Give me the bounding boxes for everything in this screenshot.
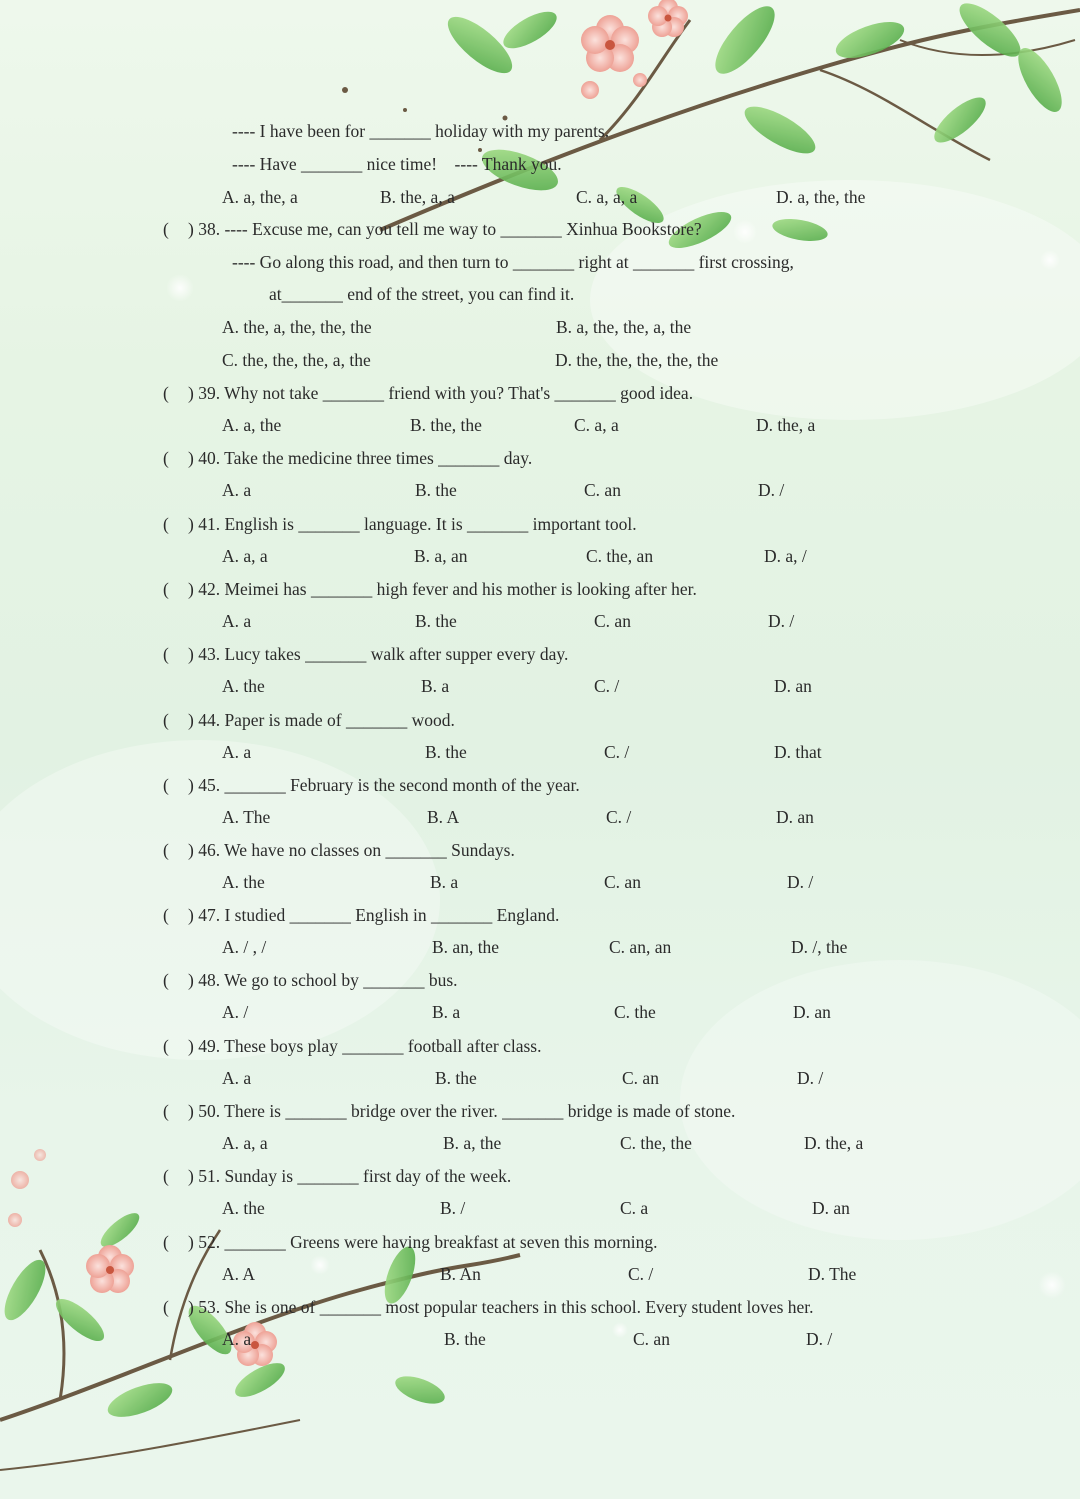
question-line: ) 41. English is _______ language. It is _______ important tool. [188,514,637,534]
answer-option: B. the [425,742,467,762]
answer-option: C. the, the, the, a, the [222,350,371,370]
answer-option: D. /, the [791,937,848,957]
answer-option: A. a, a [222,546,268,566]
answer-option: D. an [793,1002,831,1022]
answer-paren: ( [163,905,169,925]
question-line: ) 51. Sunday is _______ first day of the week. [188,1166,512,1186]
question-line: ) 52. _______ Greens were having breakfast at seven this morning. [188,1232,658,1252]
question-line: ) 40. Take the medicine three times _______ day. [188,448,533,468]
answer-option: B. a [432,1002,461,1022]
answer-option: D. a, the, the [776,187,866,207]
question-line: ) 42. Meimei has _______ high fever and his mother is looking after her. [188,579,697,599]
answer-option: B. the, the [410,415,482,435]
answer-paren: ( [163,775,169,795]
answer-option: D. / [758,480,785,500]
answer-option: B. the [435,1068,477,1088]
answer-option: C. the, the [620,1133,692,1153]
answer-option: D. an [776,807,814,827]
question-line: ) 39. Why not take _______ friend with you? That's _______ good idea. [188,383,694,403]
question-line: ) 53. She is one of _______ most popular teachers in this school. Every student loves her. [188,1297,814,1317]
answer-option: D. the, a [804,1133,864,1153]
answer-paren: ( [163,448,169,468]
answer-option: D. the, the, the, the, the [555,350,719,370]
answer-option: B. the [444,1329,486,1349]
answer-option: C. the, an [586,546,654,566]
answer-paren: ( [163,579,169,599]
answer-option: A. the [222,676,265,696]
answer-paren: ( [163,1166,169,1186]
answer-option: D. an [812,1198,850,1218]
answer-option: D. / [787,872,814,892]
question-line: ) 45. _______ February is the second month of the year. [188,775,580,795]
question-line: ) 43. Lucy takes _______ walk after supper every day. [188,644,569,664]
answer-option: A. the [222,1198,265,1218]
answer-option: D. an [774,676,812,696]
answer-option: C. / [606,807,632,827]
answer-paren: ( [163,219,169,239]
question-line: ) 46. We have no classes on _______ Sundays. [188,840,515,860]
answer-option: D. The [808,1264,857,1284]
answer-option: C. / [604,742,630,762]
question-line: ) 47. I studied _______ English in _______ England. [188,905,560,925]
answer-option: A. a [222,480,252,500]
question-line: ) 49. These boys play _______ football after class. [188,1036,542,1056]
answer-paren: ( [163,970,169,990]
question-line: ) 48. We go to school by _______ bus. [188,970,458,990]
answer-option: B. a [421,676,450,696]
answer-option: C. a, a [574,415,619,435]
answer-option: B. the [415,611,457,631]
answer-option: B. a, the [443,1133,502,1153]
answer-option: B. / [440,1198,466,1218]
answer-option: C. / [594,676,620,696]
question-line: ) 44. Paper is made of _______ wood. [188,710,455,730]
answer-option: D. / [806,1329,833,1349]
answer-option: C. an, an [609,937,672,957]
question-line: ) 38. ---- Excuse me, can you tell me way to _______ Xinhua Bookstore? [188,219,702,239]
answer-option: B. An [440,1264,481,1284]
question-line: ) 50. There is _______ bridge over the river. _______ bridge is made of stone. [188,1101,736,1121]
answer-option: B. a, the, the, a, the [556,317,692,337]
answer-option: C. a [620,1198,649,1218]
answer-option: A. a [222,611,252,631]
answer-option: C. an [584,480,621,500]
answer-option: B. a, an [414,546,468,566]
answer-option: D. that [774,742,822,762]
answer-option: B. a [430,872,459,892]
answer-option: A. a [222,1068,252,1088]
answer-option: A. / , / [222,937,267,957]
answer-option: C. an [622,1068,659,1088]
answer-option: D. a, / [764,546,807,566]
answer-paren: ( [163,383,169,403]
answer-option: A. a, the, a [222,187,298,207]
answer-option: C. an [594,611,631,631]
answer-option: D. / [768,611,795,631]
answer-option: C. an [633,1329,670,1349]
answer-option: C. the [614,1002,656,1022]
answer-paren: ( [163,644,169,664]
answer-paren: ( [163,710,169,730]
answer-option: A. A [222,1264,256,1284]
answer-option: A. the, a, the, the, the [222,317,372,337]
answer-option: C. an [604,872,641,892]
answer-option: A. / [222,1002,249,1022]
question-line: at_______ end of the street, you can find it. [269,284,575,304]
question-line: ---- I have been for _______ holiday with my parents. [232,121,610,141]
answer-option: D. / [797,1068,824,1088]
answer-option: B. an, the [432,937,500,957]
answer-paren: ( [163,1297,169,1317]
answer-option: D. the, a [756,415,816,435]
answer-paren: ( [163,1036,169,1056]
answer-paren: ( [163,840,169,860]
answer-paren: ( [163,1101,169,1121]
answer-option: B. the, a, a [380,187,455,207]
answer-option: B. the [415,480,457,500]
answer-paren: ( [163,1232,169,1252]
answer-option: A. a [222,1329,252,1349]
answer-option: A. The [222,807,271,827]
question-line: ---- Have _______ nice time! ---- Thank you. [232,154,562,174]
answer-option: A. a [222,742,252,762]
answer-option: A. a, the [222,415,282,435]
question-line: ---- Go along this road, and then turn to _______ right at _______ first crossing, [232,252,794,272]
answer-paren: ( [163,514,169,534]
answer-option: A. the [222,872,265,892]
answer-option: C. a, a, a [576,187,638,207]
answer-option: A. a, a [222,1133,268,1153]
answer-option: C. / [628,1264,654,1284]
answer-option: B. A [427,807,460,827]
